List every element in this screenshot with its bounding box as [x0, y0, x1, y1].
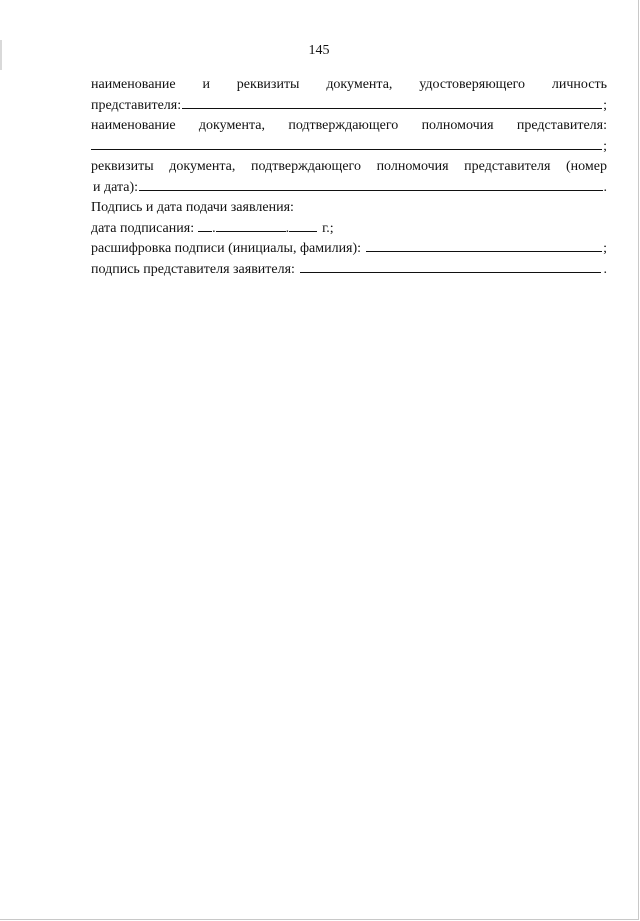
- authority-doc-line-1: [91, 116, 607, 137]
- word: документа,: [326, 77, 393, 92]
- word: подтверждающего: [251, 159, 361, 174]
- signature-decoding-label: расшифровка подписи (инициалы, фамилия):: [91, 241, 362, 256]
- word: личность: [551, 77, 607, 92]
- word: реквизиты: [236, 77, 300, 92]
- signing-day-field[interactable]: [198, 219, 212, 232]
- word: документа,: [198, 118, 266, 133]
- section-title-text: Подпись и дата подачи заявления:: [91, 200, 294, 215]
- word: документа,: [169, 159, 236, 174]
- word: представителя: [464, 159, 551, 174]
- date-separator: .: [285, 220, 290, 236]
- word: полномочия: [421, 118, 494, 133]
- authority-details-field[interactable]: [139, 178, 602, 191]
- terminator: ;: [603, 97, 607, 113]
- terminator: ;: [603, 241, 607, 256]
- word: реквизиты: [91, 159, 154, 174]
- word: полномочия: [376, 159, 449, 174]
- authority-details-line-1: [91, 157, 607, 178]
- word: удостоверяющего: [419, 77, 526, 92]
- signature-decoding-line: [91, 239, 607, 260]
- form-body: [91, 75, 607, 280]
- rep-id-doc-field[interactable]: [182, 96, 602, 109]
- word: и: [202, 77, 210, 92]
- word: наименование: [91, 118, 176, 133]
- authority-details-line-2: [91, 178, 607, 199]
- signing-year-field[interactable]: [289, 219, 317, 232]
- rep-id-doc-label-end: представителя:: [91, 97, 182, 113]
- signature-section-title: [91, 198, 607, 219]
- rep-id-doc-line-1: [91, 75, 607, 96]
- authority-doc-line-2: [91, 137, 607, 158]
- word: представителя:: [516, 118, 607, 133]
- signing-date-label: дата подписания:: [91, 220, 195, 236]
- word: наименование: [91, 77, 176, 92]
- page-number: 145: [308, 43, 330, 58]
- rep-id-doc-line-2: [91, 96, 607, 117]
- rep-signature-line: [91, 260, 607, 281]
- signing-date-line: [91, 219, 607, 240]
- signing-date-suffix: г.;: [322, 220, 334, 236]
- word: (номер: [566, 159, 607, 174]
- terminator: ;: [603, 138, 607, 154]
- rep-signature-field[interactable]: [300, 260, 601, 273]
- rep-signature-label: подпись представителя заявителя:: [91, 261, 295, 277]
- word: подтверждающего: [288, 118, 399, 133]
- terminator: .: [603, 179, 607, 195]
- signing-month-field[interactable]: [216, 219, 286, 232]
- date-separator: .: [212, 220, 216, 236]
- terminator: .: [603, 261, 607, 277]
- authority-doc-field[interactable]: [91, 137, 602, 150]
- signature-decoding-field[interactable]: [366, 239, 602, 252]
- authority-details-label-end: и дата):: [93, 179, 139, 195]
